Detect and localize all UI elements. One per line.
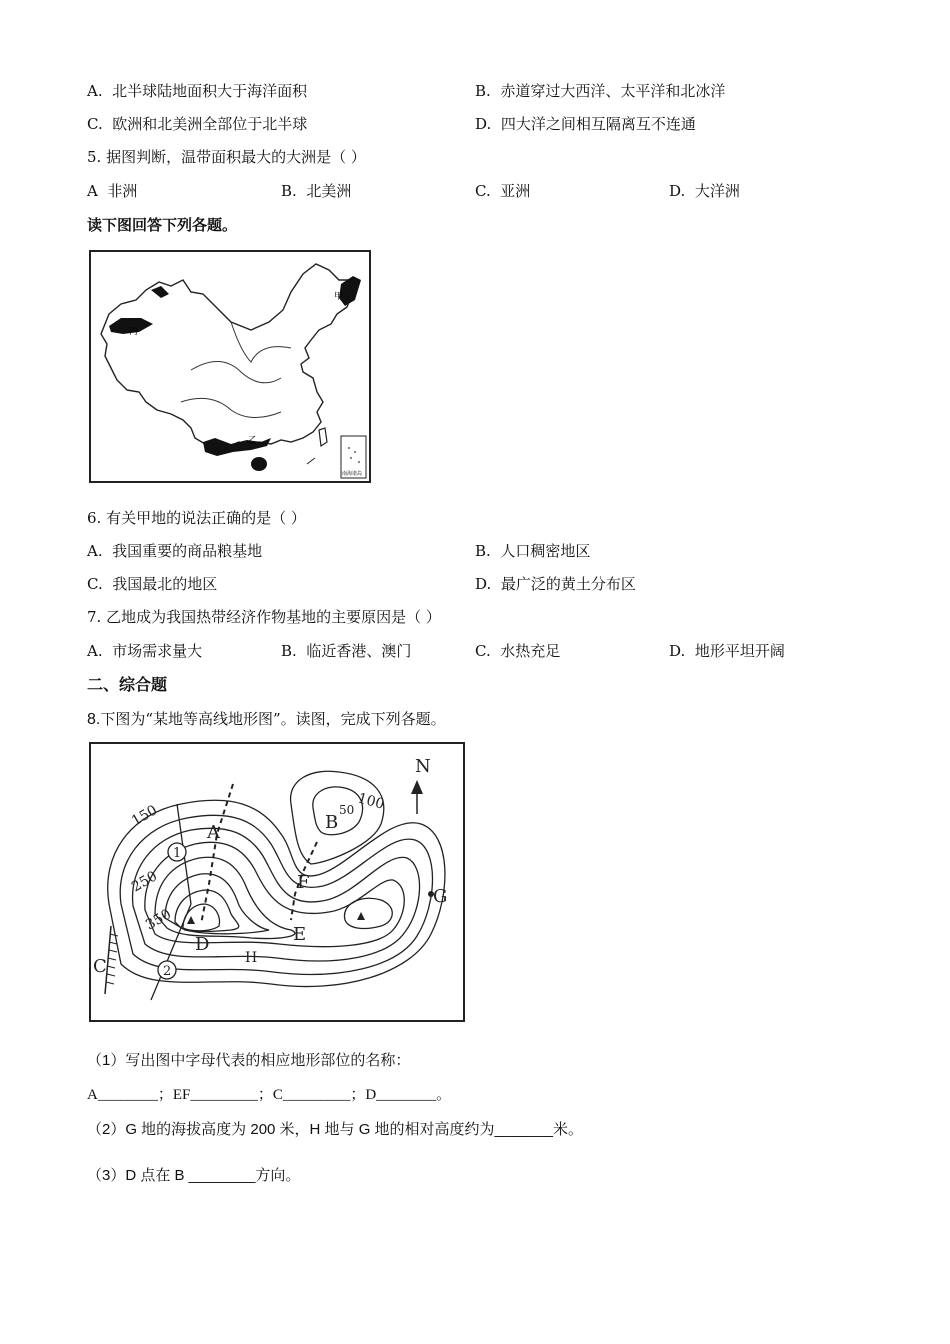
q8-stem bbox=[87, 709, 446, 730]
ridge-dashed-line bbox=[201, 784, 233, 924]
contour-7 bbox=[175, 890, 239, 931]
q4-option-c: C. 欧洲和北美洲全部位于北半球 bbox=[87, 115, 308, 133]
q5-option-d: D. 大洋洲 bbox=[669, 182, 740, 200]
contour-label-50: 50 bbox=[339, 803, 355, 817]
q7-option-d: D. 地形平坦开阔 bbox=[669, 642, 785, 660]
q5-option-b: B. 北美洲 bbox=[281, 182, 352, 200]
section-title: 二、综合题 bbox=[87, 675, 168, 694]
q4-option-a: A. 北半球陆地面积大于海洋面积 bbox=[87, 82, 308, 100]
label-yi: 乙 bbox=[248, 436, 258, 446]
north-label: N bbox=[415, 756, 431, 777]
q6-option-b: B. 人口稠密地区 bbox=[475, 542, 591, 560]
point-b-label: B bbox=[325, 812, 339, 833]
q8-sub3: （3）D 点在 B ________方向。 bbox=[87, 1167, 301, 1184]
contour-5 bbox=[155, 857, 295, 938]
contour-label-350: 350 bbox=[143, 906, 175, 934]
point-e-label: E bbox=[293, 924, 307, 945]
region-north-shape bbox=[151, 286, 169, 298]
circle-marker-1-label: 1 bbox=[173, 846, 182, 861]
q6-stem: 6. 有关甲地的说法正确的是（ ） bbox=[87, 509, 306, 527]
label-bing: 丙 bbox=[129, 327, 139, 337]
contour-label-150: 150 bbox=[129, 802, 161, 830]
q5-option-a: A 非洲 bbox=[87, 182, 138, 200]
q4-option-d: D. 四大洋之间相互隔离互不连通 bbox=[475, 115, 696, 133]
q8-sub1-blanks: A________；EF_________；C_________；D________。 bbox=[87, 1087, 452, 1103]
peak-east-mark bbox=[357, 912, 365, 920]
point-a-label: A bbox=[207, 822, 220, 843]
q4-option-b: B. 赤道穿过大西洋、太平洋和北冰洋 bbox=[475, 82, 726, 100]
q8-number: 8. bbox=[87, 711, 101, 728]
contour-label-100: 100 bbox=[355, 790, 386, 813]
province-line-1 bbox=[191, 361, 281, 382]
point-g-label: G bbox=[433, 886, 448, 907]
province-line-3 bbox=[231, 322, 291, 362]
q8-stem-text: 下图为“某地等高线地形图”。读图，完成下列各题。 bbox=[100, 710, 446, 728]
contour-label-250: 250 bbox=[129, 868, 161, 896]
q6-option-d: D. 最广泛的黄土分布区 bbox=[475, 575, 636, 593]
point-d-label: D bbox=[195, 934, 210, 955]
province-line-2 bbox=[181, 398, 281, 417]
china-outline bbox=[101, 264, 353, 448]
inset-caption: 南海诸岛 bbox=[342, 471, 363, 477]
taiwan-outline bbox=[319, 428, 327, 446]
label-jia: 甲 bbox=[334, 292, 344, 302]
contour-map-svg bbox=[91, 744, 463, 1020]
q7-stem: 7. 乙地成为我国热带经济作物基地的主要原因是（ ） bbox=[87, 608, 441, 626]
contour-map-figure bbox=[89, 742, 465, 1022]
q8-sub2: （2）G 地的海拔高度为 200 米，H 地与 G 地的相对高度约为_______米。 bbox=[87, 1121, 583, 1138]
q7-option-a: A. 市场需求量大 bbox=[87, 642, 203, 660]
north-arrow-head bbox=[411, 780, 423, 794]
q6-option-c: C. 我国最北的地区 bbox=[87, 575, 218, 593]
hainan-shape bbox=[251, 457, 267, 471]
q6-option-a: A. 我国重要的商品粮基地 bbox=[87, 542, 263, 560]
china-map-svg bbox=[91, 252, 369, 481]
china-map-figure bbox=[89, 250, 371, 483]
q7-option-c: C. 水热充足 bbox=[475, 642, 561, 660]
q5-option-c: C. 亚洲 bbox=[475, 182, 531, 200]
region-yi-shape bbox=[203, 438, 271, 456]
point-c-label: C bbox=[93, 956, 107, 977]
contour-east-hill bbox=[344, 898, 392, 928]
q8-sub1: （1）写出图中字母代表的相应地形部位的名称： bbox=[87, 1052, 411, 1069]
peak-d-mark bbox=[187, 916, 195, 924]
circle-marker-2-label: 2 bbox=[163, 964, 172, 979]
instruction-read-map: 读下图回答下列各题。 bbox=[87, 216, 238, 234]
contour-8 bbox=[183, 904, 219, 931]
point-h-label: H bbox=[245, 950, 258, 966]
coast-mark bbox=[307, 458, 315, 464]
point-f-label: F bbox=[297, 872, 310, 893]
q7-option-b: B. 临近香港、澳门 bbox=[281, 642, 412, 660]
q5-stem: 5. 据图判断，温带面积最大的大洲是（ ） bbox=[87, 148, 366, 166]
